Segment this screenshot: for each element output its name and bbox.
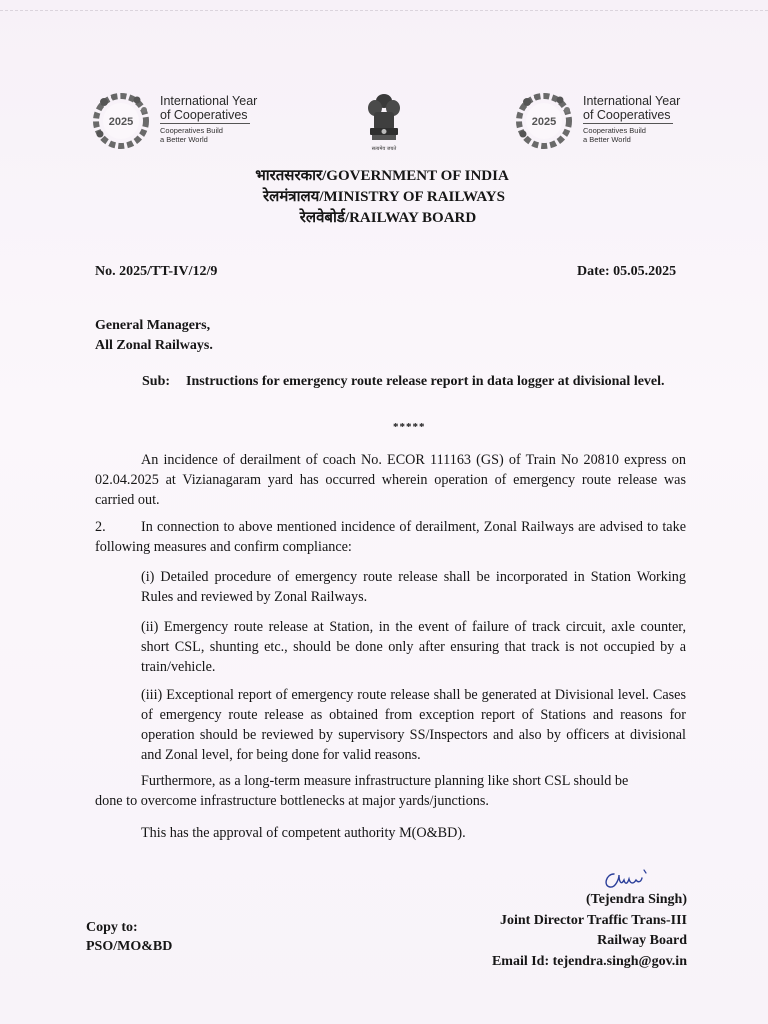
state-emblem <box>362 92 406 154</box>
logo-title: International Year of Cooperatives <box>583 94 681 122</box>
measure-item-1: (i) Detailed procedure of emergency route release shall be incorporated in Station Working Rules and reviewed by Zonal Railways. <box>141 569 686 605</box>
logo-tagline: Cooperatives Build a Better World <box>160 126 223 144</box>
approval-paragraph: This has the approval of competent authority M(O&BD). <box>141 825 466 841</box>
header-ministry: रेलमंत्रालय/MINISTRY OF RAILWAYS <box>263 189 505 205</box>
signatory-email: Email Id: tejendra.singh@gov.in <box>491 953 687 969</box>
letterhead <box>0 166 768 229</box>
emblem-motto: सत्यमेव जयते <box>371 146 397 152</box>
cooperatives-logo-left <box>92 90 282 150</box>
cooperatives-emblem-icon <box>515 90 577 152</box>
logo-year: 2025 <box>531 116 557 128</box>
paragraph-1: An incidence of derailment of coach No. ECOR 111163 (GS) of Train No 20810 express on 02.04.2025 at Vizianagaram yard has occurred wherein operation of emergency route release was carried out. <box>95 452 686 508</box>
paragraph-2 <box>95 517 686 557</box>
logo-underline <box>583 123 673 124</box>
logo-title: International Year of Cooperatives <box>160 94 258 122</box>
letter-number: No. 2025/TT-IV/12/9 <box>95 264 218 279</box>
letter-date: Date: 05.05.2025 <box>577 264 677 279</box>
signature-block <box>492 890 687 972</box>
logo-year: 2025 <box>108 116 134 128</box>
subject-text: Instructions for emergency route release report in data logger at divisional level. <box>186 374 665 389</box>
header-board: रेलवेबोर्ड/RAILWAY BOARD <box>299 210 477 226</box>
subject-label: Sub: <box>142 374 171 389</box>
signatory-name: (Tejendra Singh) <box>585 892 687 907</box>
page-top-edge <box>0 0 768 11</box>
paragraph-3-line2: done to overcome infrastructure bottlenecks at major yards/junctions. <box>95 793 489 809</box>
signatory-office: Railway Board <box>597 933 687 948</box>
logo-tagline: Cooperatives Build a Better World <box>583 126 646 144</box>
cooperatives-emblem-icon <box>92 90 154 152</box>
measure-item-3: (iii) Exceptional report of emergency route release shall be generated at Divisional level. Cases of emergency route release as obtained from exception report of Stations and reasons for operation should be reviewed by supervisory SS/Inspectors and also by officers at divisional and Zonal level, for being done for valid reasons. <box>141 687 686 763</box>
copy-to-label: Copy to: <box>86 920 138 935</box>
paragraph-2-number: 2. <box>95 519 106 535</box>
measure-item-2: (ii) Emergency route release at Station, in the event of failure of track circuit, axle counter, short CSL, shunting etc., should be done only after ensuring that track is not occupied by a train/vehicle. <box>141 619 686 675</box>
paragraph-3-line1: Furthermore, as a long-term measure infrastructure planning like short CSL should be <box>141 773 629 789</box>
addressee <box>95 316 213 356</box>
cooperatives-logo-right <box>515 90 705 150</box>
addressee-line1: General Managers, <box>95 318 211 333</box>
copy-to <box>86 918 172 956</box>
separator: ***** <box>393 421 426 433</box>
addressee-line2: All Zonal Railways. <box>95 338 213 353</box>
header-government: भारतसरकार/GOVERNMENT OF INDIA <box>255 168 509 184</box>
signature-icon <box>600 866 660 892</box>
lion-capital-icon <box>362 92 406 154</box>
copy-to-recipient: PSO/MO&BD <box>86 939 173 954</box>
paragraph-2-text: In connection to above mentioned incidence of derailment, Zonal Railways are advised to take following measures and confirm compliance: <box>95 519 686 555</box>
logo-underline <box>160 123 250 124</box>
signatory-designation: Joint Director Traffic Trans-III <box>499 912 687 928</box>
